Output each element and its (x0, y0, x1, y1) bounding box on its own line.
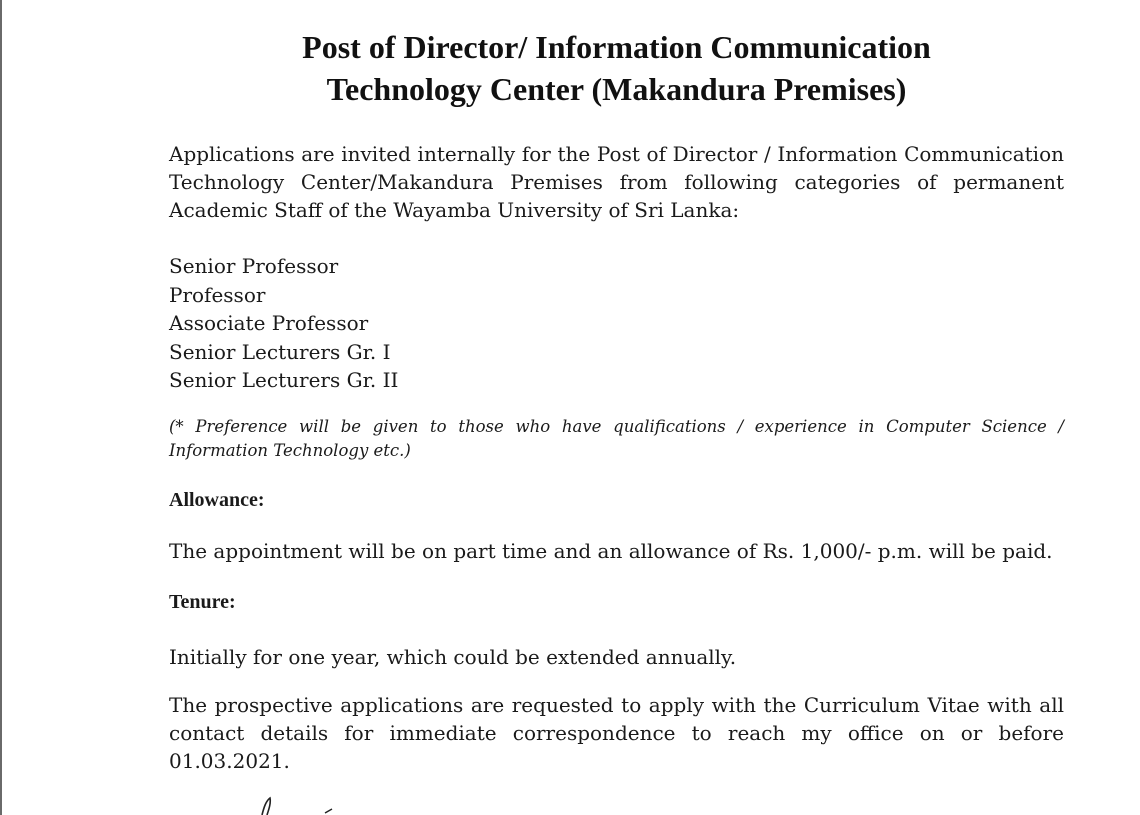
tenure-text: Initially for one year, which could be extended annually. (169, 644, 737, 669)
title-line-2: Technology Center (Makandura Premises) (326, 71, 907, 107)
category-item: Associate Professor (169, 311, 369, 335)
category-item: Senior Professor (169, 254, 339, 278)
category-item: Senior Lecturers Gr. II (169, 368, 399, 392)
page-edge-line (0, 0, 2, 815)
staff-category-list (169, 252, 1064, 395)
intro-paragraph: Applications are invited internally for the Post of Director / Information Communication Technology Center/Makandura Premises from following categories of permanent Academic Staff of the Wayamba University of Sri Lanka: (169, 142, 1064, 222)
closing-paragraph: The prospective applications are requested to apply with the Curriculum Vitae with all contact details for immediate correspondence to reach my office on or before 01.03.2021. (169, 692, 1064, 773)
notice-document (169, 26, 1064, 775)
allowance-text: The appointment will be on part time and an allowance of Rs. 1,000/- p.m. will be paid. (169, 538, 1053, 563)
category-item: Senior Lecturers Gr. I (169, 339, 391, 364)
title-line-1: Post of Director/ Information Communication (302, 29, 931, 65)
tenure-heading: Tenure: (169, 590, 236, 613)
signature-mark (240, 795, 360, 815)
preference-note: (* Preference will be given to those who have qualifications / experience in Computer Science / Information Technology etc.) (169, 416, 1064, 460)
allowance-heading: Allowance: (169, 488, 265, 511)
category-item: Professor (169, 282, 266, 307)
document-title (139, 26, 1094, 110)
